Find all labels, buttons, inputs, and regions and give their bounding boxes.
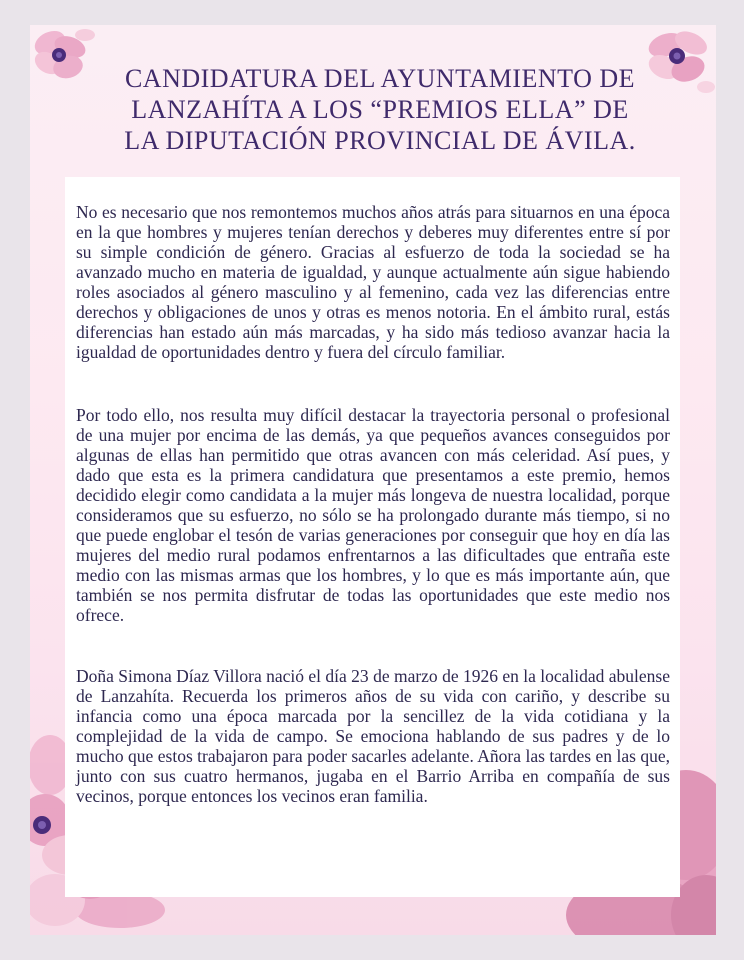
document-page <box>30 25 716 935</box>
paragraph-1: No es necesario que nos remontemos muchos años atrás para situarnos en una época en la que hombres y mujeres tenían derechos y deberes muy diferentes entre sí por su simple condición de género. Gracias al esfuerzo de toda la sociedad se ha avanzado mucho en materia de igualdad, y aunque actualmente aún sigue habiendo roles asociados al género masculino y al femenino, cada vez las diferencias entre derechos y obligaciones de unos y otras es menos notoria. En el ámbito rural, estás diferencias han estado aún más marcadas, y ha sido más tedioso avanzar hacia la igualdad de oportunidades dentro y fuera del círculo familiar. <box>76 202 670 362</box>
paragraph-2: Por todo ello, nos resulta muy difícil destacar la trayectoria personal o profesional de una mujer por encima de las demás, ya que pequeños avances conseguidos por algunas de ellas han permitido que otras avancen con más celeridad. Así pues, y dado que esta es la primera candidatura que presentamos a este premio, hemos decidido elegir como candidata a la mujer más longeva de nuestra localidad, porque consideramos que su esfuerzo, no sólo se ha prolongado durante más tiempo, si no que puede englobar el tesón de varias generaciones por conseguir que hoy en día las mujeres del medio rural podamos enfrentarnos a las dificultades que entraña este medio con las mismas armas que los hombres, y lo que es más importante aún, que también se nos permita disfrutar de todas las oportunidades que este medio nos ofrece. <box>76 405 670 625</box>
content-box <box>65 177 680 897</box>
document-title: CANDIDATURA DEL AYUNTAMIENTO DE LANZAHÍTA A LOS “PREMIOS ELLA” DE LA DIPUTACIÓN PROVINCIAL DE ÁVILA. <box>124 64 636 155</box>
paragraph-3: Doña Simona Díaz Villora nació el día 23 de marzo de 1926 en la localidad abulense de Lanzahíta. Recuerda los primeros años de su vida con cariño, y describe su infancia como una época marcada por la sencillez de la vida cotidiana y la complejidad de la vida de campo. Se emociona hablando de sus padres y de lo mucho que estos trabajaron para poder sacarles adelante. Añora las tardes en las que, junto con sus cuatro hermanos, jugaba en el Barrio Arriba en compañía de sus vecinos, porque entonces los vecinos eran familia. <box>76 666 670 806</box>
flower-top-left-icon <box>30 25 100 95</box>
